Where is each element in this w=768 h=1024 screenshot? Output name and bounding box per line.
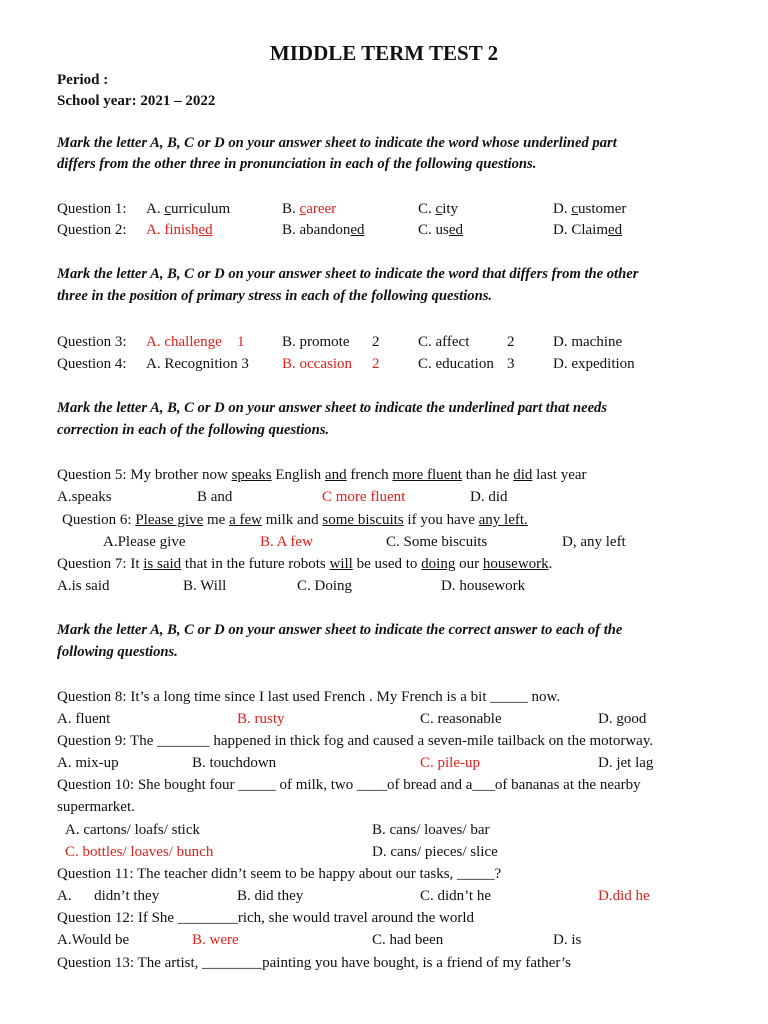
question-9-option-c[interactable]: C. pile-up (420, 755, 480, 771)
section2-instruction-line1: Mark the letter A, B, C or D on your answer sheet to indicate the word that differs from the other (57, 266, 639, 282)
section4-instruction-line2: following questions. (57, 644, 178, 660)
question-12-option-a[interactable]: A.Would be (57, 932, 130, 948)
question-3-note-a: 1 (237, 334, 245, 350)
question-10-stem: Question 10: She bought four _____ of milk, two ____of bread and a___of bananas at the nearby (57, 777, 641, 793)
question-6-option-b[interactable]: B. A few (260, 534, 313, 550)
question-7-option-a[interactable]: A.is said (57, 578, 110, 594)
question-4-note-b: 2 (372, 356, 380, 372)
question-8-stem: Question 8: It’s a long time since I last used French . My French is a bit _____ now. (57, 689, 561, 705)
question-6-option-d[interactable]: D, any left (562, 534, 626, 550)
question-3-option-b[interactable]: B. promote (282, 334, 350, 350)
question-4-option-b[interactable]: B. occasion (282, 356, 352, 372)
question-10-option-a[interactable]: A. cartons/ loafs/ stick (65, 822, 200, 838)
question-4-option-d[interactable]: D. expedition (553, 356, 635, 372)
question-10-stem-continued: supermarket. (57, 799, 135, 815)
question-2-option-b[interactable]: B. abandoned (282, 222, 365, 238)
question-1-label: Question 1: (57, 201, 127, 217)
question-4-note-c: 3 (507, 356, 515, 372)
question-13-stem: Question 13: The artist, ________painting you have bought, is a friend of my father’s (57, 955, 571, 971)
question-11-option-a[interactable]: A. didn’t they (57, 888, 160, 904)
question-9-option-b[interactable]: B. touchdown (192, 755, 277, 771)
question-2-option-d[interactable]: D. Claimed (553, 222, 623, 238)
question-3-note-c: 2 (507, 334, 515, 350)
question-10-option-c[interactable]: C. bottles/ loaves/ bunch (65, 844, 214, 860)
question-3-option-a[interactable]: A. challenge (146, 334, 222, 350)
section1-instruction-line2: differs from the other three in pronunciation in each of the following questions. (57, 156, 537, 172)
question-8-option-b[interactable]: B. rusty (237, 711, 285, 727)
question-2-option-c[interactable]: C. used (418, 222, 464, 238)
question-4-option-c[interactable]: C. education (418, 356, 494, 372)
question-7-option-c[interactable]: C. Doing (297, 578, 353, 594)
question-8-option-a[interactable]: A. fluent (57, 711, 111, 727)
section3-instruction-line1: Mark the letter A, B, C or D on your answer sheet to indicate the underlined part that needs (57, 400, 608, 416)
question-10-option-b[interactable]: B. cans/ loaves/ bar (372, 822, 490, 838)
question-1-option-b[interactable]: B. career (282, 201, 337, 217)
question-3-note-b: 2 (372, 334, 380, 350)
question-7-stem: Question 7: It is said that in the future robots will be used to doing our housework. (57, 556, 553, 572)
question-10-option-d[interactable]: D. cans/ pieces/ slice (372, 844, 498, 860)
question-11-option-c[interactable]: C. didn’t he (420, 888, 491, 904)
question-12-stem: Question 12: If She ________rich, she would travel around the world (57, 910, 475, 926)
period-label: Period : (57, 72, 109, 88)
question-12-option-b[interactable]: B. were (192, 932, 239, 948)
section2-instruction-line2: three in the position of primary stress in each of the following questions. (57, 288, 493, 304)
question-8-option-d[interactable]: D. good (598, 711, 647, 727)
question-2-label: Question 2: (57, 222, 127, 238)
question-9-option-d[interactable]: D. jet lag (598, 755, 654, 771)
question-6-option-c[interactable]: C. Some biscuits (386, 534, 488, 550)
question-11-option-d[interactable]: D.did he (598, 888, 650, 904)
question-1-option-a[interactable]: A. curriculum (146, 201, 231, 217)
question-9-option-a[interactable]: A. mix-up (57, 755, 119, 771)
question-3-option-c[interactable]: C. affect (418, 334, 470, 350)
question-11-stem: Question 11: The teacher didn’t seem to be happy about our tasks, _____? (57, 866, 502, 882)
section4-instruction-line1: Mark the letter A, B, C or D on your answer sheet to indicate the correct answer to each of the (57, 622, 623, 638)
question-5-option-d[interactable]: D. did (470, 489, 508, 505)
question-6-stem: Question 6: Please give me a few milk and some biscuits if you have any left. (62, 512, 528, 528)
question-5-option-b[interactable]: B and (197, 489, 233, 505)
question-12-option-c[interactable]: C. had been (372, 932, 444, 948)
question-9-stem: Question 9: The _______ happened in thick fog and caused a seven-mile tailback on the motorway. (57, 733, 654, 749)
school-year: School year: 2021 – 2022 (57, 93, 216, 109)
question-3-option-d[interactable]: D. machine (553, 334, 623, 350)
question-1-option-c[interactable]: C. city (418, 201, 459, 217)
question-6-option-a[interactable]: A.Please give (103, 534, 186, 550)
section3-instruction-line2: correction in each of the following questions. (57, 422, 330, 438)
question-5-stem: Question 5: My brother now speaks English and french more fluent than he did last year (57, 467, 587, 483)
question-4-option-a[interactable]: A. Recognition 3 (146, 356, 249, 372)
question-7-option-b[interactable]: B. Will (183, 578, 227, 594)
question-5-option-c[interactable]: C more fluent (322, 489, 406, 505)
question-3-label: Question 3: (57, 334, 127, 350)
question-1-option-d[interactable]: D. customer (553, 201, 627, 217)
question-2-option-a[interactable]: A. finished (146, 222, 213, 238)
page-title: MIDDLE TERM TEST 2 (269, 41, 499, 65)
question-8-option-c[interactable]: C. reasonable (420, 711, 502, 727)
question-4-label: Question 4: (57, 356, 127, 372)
section1-instruction-line1: Mark the letter A, B, C or D on your answer sheet to indicate the word whose underlined part (57, 135, 617, 151)
question-11-option-b[interactable]: B. did they (237, 888, 304, 904)
question-5-option-a[interactable]: A.speaks (57, 489, 112, 505)
question-7-option-d[interactable]: D. housework (441, 578, 526, 594)
question-12-option-d[interactable]: D. is (553, 932, 582, 948)
